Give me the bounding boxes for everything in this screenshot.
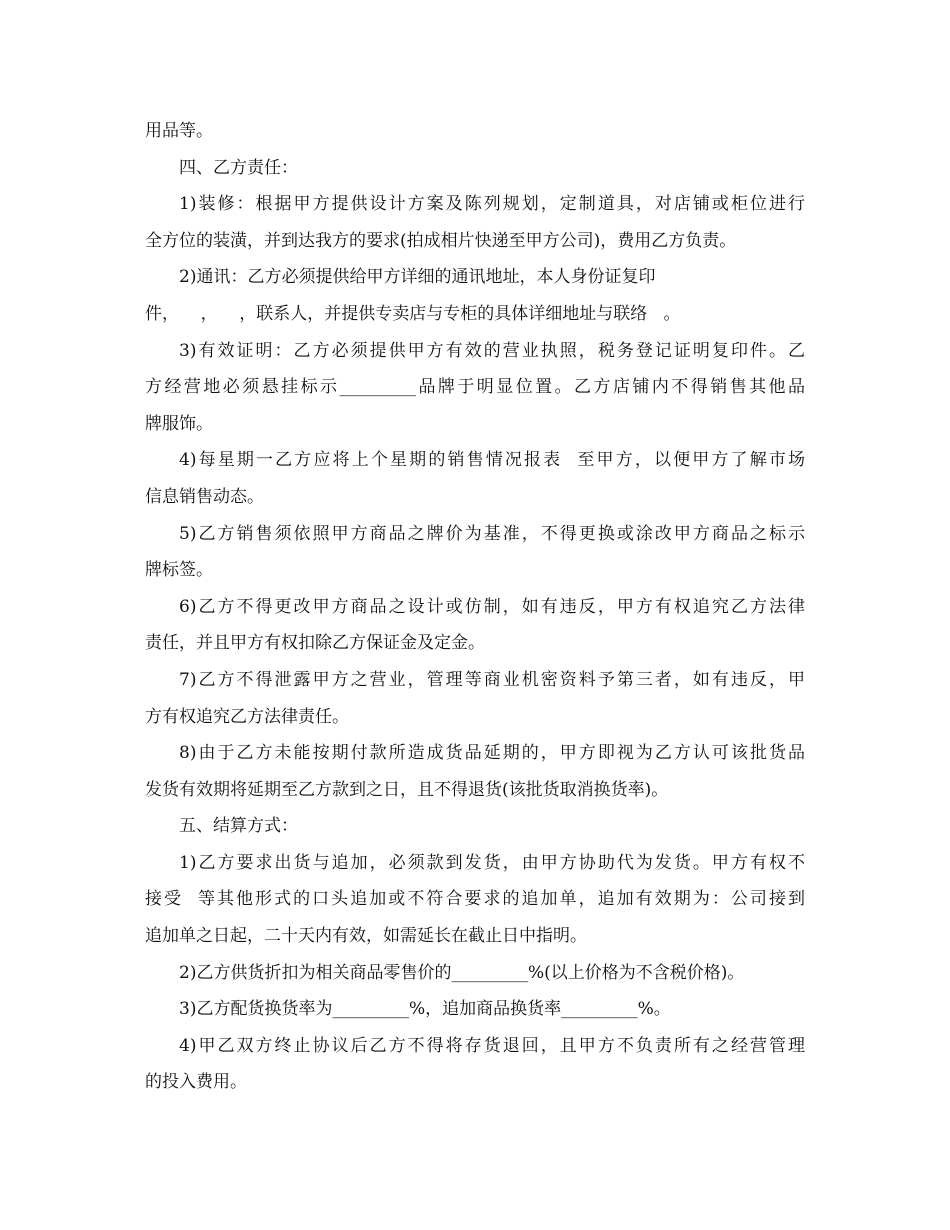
text-line: 4)甲乙双方终止协议后乙方不得将存货退回，且甲方不负责所有之经营管理 bbox=[179, 1035, 805, 1056]
text-line: 信息销售动态。 bbox=[145, 486, 264, 507]
text-line: 方经营地必须悬挂标示_________品牌于明显位置。乙方店铺内不得销售其他品 bbox=[145, 377, 805, 398]
text-line: 2)乙方供货折扣为相关商品零售价的_________%(以上价格为不含税价格)。 bbox=[179, 962, 745, 983]
text-line: 4)每星期一乙方应将上个星期的销售情况报表 至甲方，以便甲方了解市场 bbox=[179, 450, 805, 471]
text-line: 发货有效期将延期至乙方款到之日，且不得退货(该批货取消换货率)。 bbox=[145, 779, 669, 800]
text-line: 5)乙方销售须依照甲方商品之牌价为基准，不得更换或涂改甲方商品之标示 bbox=[179, 523, 805, 544]
text-line: 8)由于乙方未能按期付款所造成货品延期的，甲方即视为乙方认可该批货品 bbox=[179, 743, 805, 764]
text-line: 的投入费用。 bbox=[145, 1072, 247, 1093]
text-line: 7)乙方不得泄露甲方之营业，管理等商业机密资料予第三者，如有违反，甲 bbox=[179, 669, 805, 690]
section-heading: 四、乙方责任： bbox=[179, 157, 298, 178]
text-line: 全方位的装潢，并到达我方的要求(拍成相片快递至甲方公司)，费用乙方负责。 bbox=[145, 230, 737, 251]
text-line: 2)通讯：乙方必须提供给甲方详细的通讯地址，本人身份证复印 bbox=[179, 267, 656, 288]
text-line: 牌标签。 bbox=[145, 560, 213, 581]
document-body bbox=[145, 113, 805, 1101]
text-line: 方有权追究乙方法律责任。 bbox=[145, 706, 349, 727]
text-line: 1)乙方要求出货与追加，必须款到发货，由甲方协助代为发货。甲方有权不 bbox=[179, 852, 805, 873]
text-line: 3)乙方配货换货率为_________%，追加商品换货率_________%。 bbox=[179, 999, 671, 1020]
text-line: 用品等。 bbox=[145, 121, 213, 141]
text-line: 1)装修：根据甲方提供设计方案及陈列规划，定制道具，对店铺或柜位进行 bbox=[179, 194, 805, 215]
text-line: 牌服饰。 bbox=[145, 413, 213, 434]
text-line: 责任，并且甲方有权扣除乙方保证金及定金。 bbox=[145, 633, 485, 654]
text-line: 6)乙方不得更改甲方商品之设计或仿制，如有违反，甲方有权追究乙方法律 bbox=[179, 596, 805, 617]
text-line: 接受 等其他形式的口头追加或不符合要求的追加单，追加有效期为：公司接到 bbox=[145, 889, 805, 910]
text-line: 追加单之日起，二十天内有效，如需延长在截止日中指明。 bbox=[145, 926, 587, 947]
section-heading: 五、结算方式： bbox=[179, 816, 298, 837]
text-line: 3)有效证明：乙方必须提供甲方有效的营业执照，税务登记证明复印件。乙 bbox=[179, 340, 805, 361]
text-line: 件， ， ，联系人，并提供专卖店与专柜的具体详细地址与联络 。 bbox=[145, 303, 681, 324]
